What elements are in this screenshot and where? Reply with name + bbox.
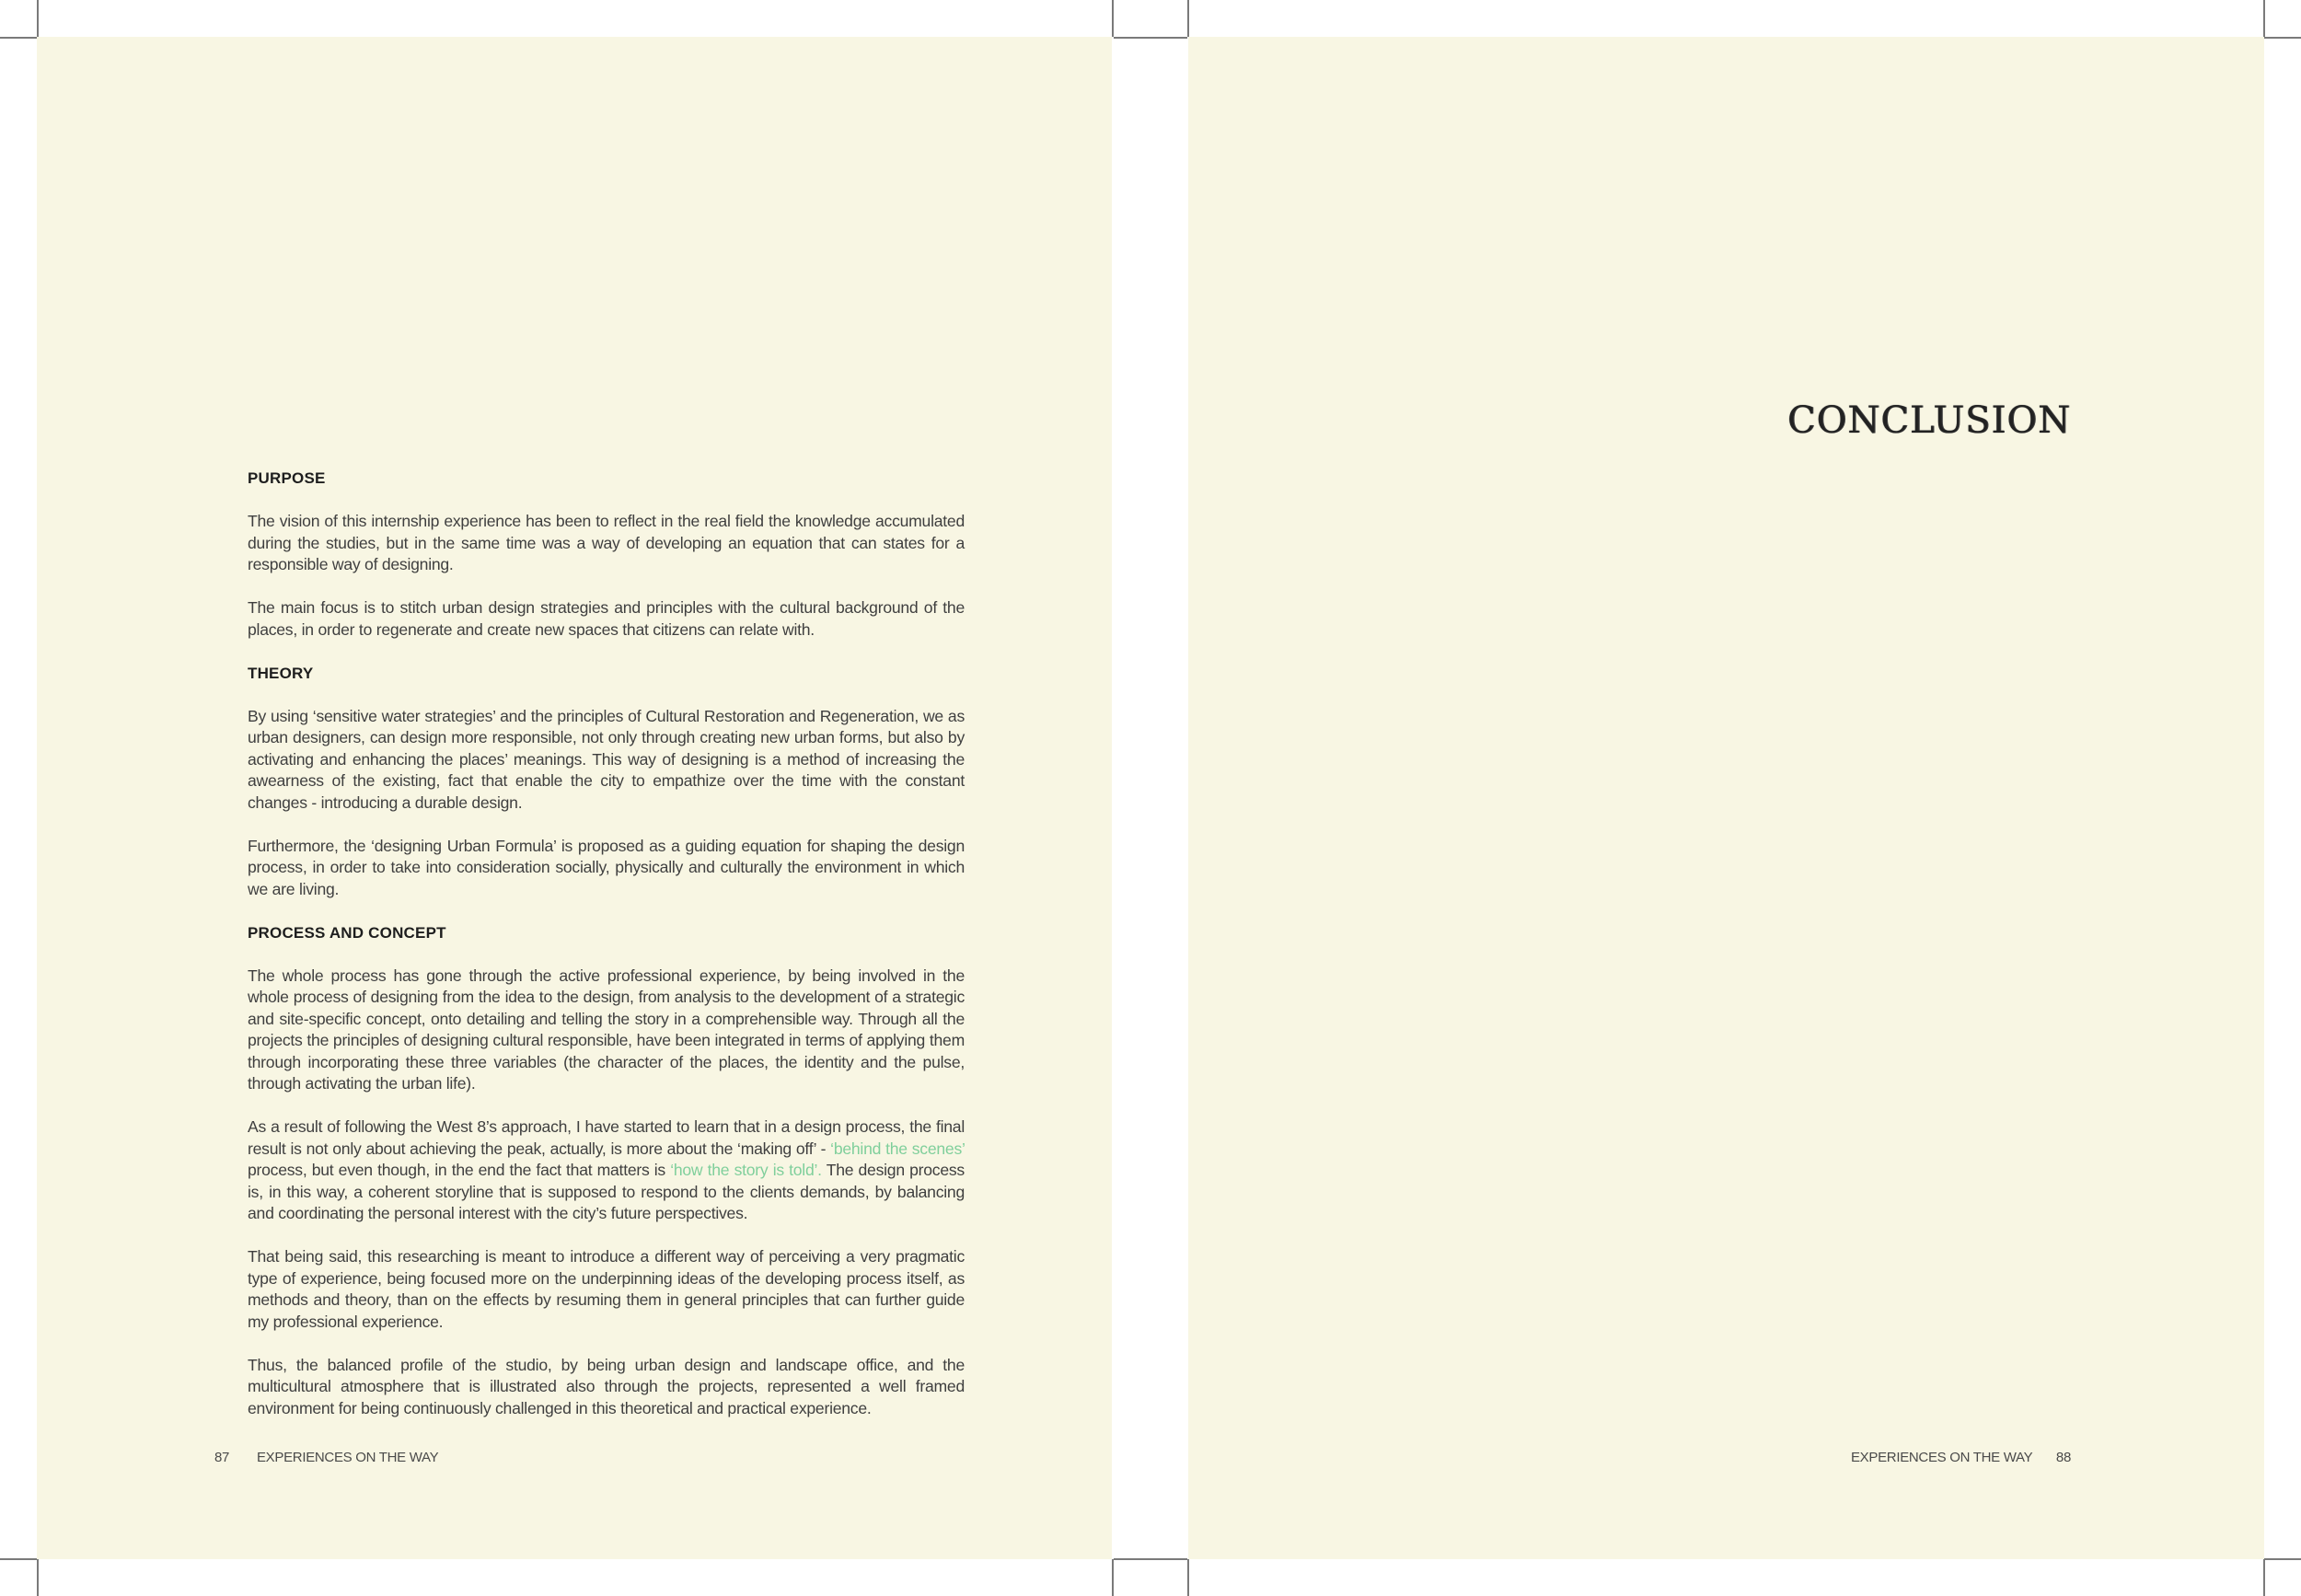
crop-mark: [2264, 1558, 2301, 1560]
crop-mark: [0, 37, 37, 39]
running-title: EXPERIENCES ON THE WAY: [1850, 1450, 2033, 1465]
running-title: EXPERIENCES ON THE WAY: [256, 1450, 439, 1465]
crop-mark: [1150, 37, 1187, 39]
paragraph: By using ‘sensitive water strategies’ and the principles of Cultural Restoration and Regeneration, we as urban designers, can design more responsible, not only through creating new urban forms, but also by activating and enhancing the places’ meanings. This way of designing is a method of increasing the awearness of the existing, fact that enable the city to empathize over the time with the constant changes - introducing a durable design.: [248, 706, 965, 812]
paragraph: The main focus is to stitch urban design strategies and principles with the cultural background of the places, in order to regenerate and create new spaces that citizens can relate with.: [248, 598, 965, 639]
text-run: As a result of following the West 8’s approach, I have started to learn that in a design process, the final result is not only about achieving the peak, actually, is more about the ‘making off’ -: [248, 1117, 965, 1158]
page-number: 87: [214, 1450, 230, 1465]
paragraph-with-highlights: [248, 1116, 965, 1225]
page-number: 88: [2055, 1450, 2071, 1465]
right-footer: [1851, 1450, 2071, 1465]
crop-mark: [1114, 37, 1150, 39]
paragraph: Furthermore, the ‘designing Urban Formula’ is proposed as a guiding equation for shaping the design process, in order to take into consideration socially, physically and culturally the environment in which we are living.: [248, 836, 965, 898]
section-heading-theory: THEORY: [248, 664, 314, 682]
crop-mark: [1187, 1559, 1189, 1596]
paragraph: The vision of this internship experience has been to reflect in the real field the knowledge accumulated during the studies, but in the same time was a way of developing an equation that can states for a responsible way of designing.: [248, 512, 965, 573]
crop-mark: [1150, 1558, 1187, 1560]
crop-mark: [2264, 37, 2301, 39]
page-body: [248, 468, 965, 1419]
left-page: [37, 37, 1112, 1559]
crop-mark: [2263, 1559, 2265, 1596]
paragraph: The whole process has gone through the active professional experience, by being involved in the whole process of designing from the idea to the design, from analysis to the development of a strategic and site-specific concept, onto detailing and telling the story in a comprehensible way. Through all the projects the principles of designing cultural responsible, have been integrated in terms of applying them through incorporating these three variables (the character of the places, the identity and the pulse, through activating the urban life).: [248, 966, 965, 1093]
crop-mark: [37, 1559, 39, 1596]
section-heading-process-and-concept: PROCESS AND CONCEPT: [248, 923, 446, 942]
crop-mark: [0, 1558, 37, 1560]
paragraph: Thus, the balanced profile of the studio, by being urban design and landscape office, and the multicultural atmosphere that is illustrated also through the projects, represented a well framed environment for being continuously challenged in this theoretical and practical experience.: [248, 1355, 965, 1417]
highlight-how-the-story-is-told: ‘how the story is told’.: [670, 1161, 822, 1179]
crop-mark: [2263, 0, 2265, 37]
right-page: [1188, 37, 2264, 1559]
left-footer: [214, 1450, 438, 1465]
text-run: process, but even though, in the end the fact that matters is: [248, 1161, 671, 1179]
crop-mark: [37, 0, 39, 37]
highlight-behind-the-scenes: ‘behind the scenes’: [830, 1139, 965, 1158]
text-run: The design process is, in this way, a coherent storyline that is supposed to respond to the clients demands, by balancing and coordinating the personal interest with the city’s future perspectives.: [248, 1161, 965, 1222]
crop-mark: [1187, 0, 1189, 37]
page-title: CONCLUSION: [1786, 399, 2071, 442]
paragraph: That being said, this researching is meant to introduce a different way of perceiving a very pragmatic type of experience, being focused more on the underpinning ideas of the developing process itself, as methods and theory, than on the effects by resuming them in general principles that can further guide my professional experience.: [248, 1247, 965, 1331]
section-heading-purpose: PURPOSE: [248, 469, 326, 487]
crop-mark: [1112, 0, 1114, 37]
crop-mark: [1112, 1559, 1114, 1596]
crop-mark: [1114, 1558, 1150, 1560]
